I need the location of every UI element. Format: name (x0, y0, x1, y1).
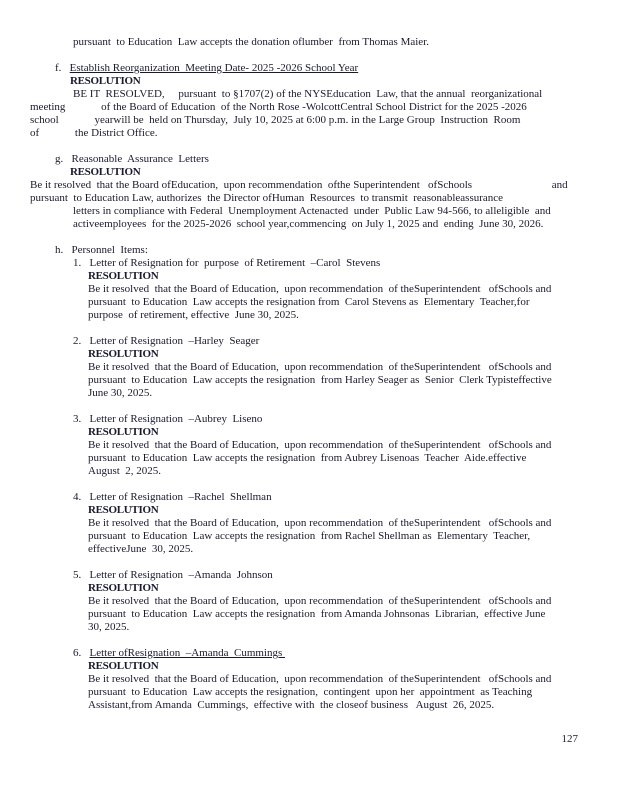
blank (30, 322, 592, 335)
blank (30, 49, 592, 62)
body: pursuant to Education Law, authorizes the Director ofHuman Resources to transmit reasonableassurance (30, 192, 504, 204)
body: pursuant to Education Law accepts the resignation from Carol Stevens as Elementary Teacher,for (88, 296, 530, 308)
blank (30, 634, 592, 647)
body: Be it resolved that the Board of Education, upon recommendation of theSuperintendent ofSchools and (88, 439, 552, 451)
resolution-label: RESOLUTION (70, 75, 141, 87)
body: pursuant to Education Law accepts the resignation from Amanda Johnsonas Librarian, effective June (88, 608, 546, 620)
blank (30, 556, 592, 569)
body: pursuant to Education Law accepts the resignation from Harley Seager as Senior Clerk Typisteffective (88, 374, 552, 386)
body: letters in compliance with Federal Unemployment Actenacted under Public Law 94-566, to alleligible and (73, 205, 551, 217)
section-heading: g. Reasonable Assurance Letters (55, 153, 209, 165)
resolution-label: RESOLUTION (88, 348, 159, 360)
body: purpose of retirement, effective June 30, 2025. (88, 309, 299, 321)
resolution-label: RESOLUTION (88, 582, 159, 594)
resolution-label: RESOLUTION (88, 504, 159, 516)
blank (30, 231, 592, 244)
body: 30, 2025. (88, 621, 130, 633)
body: meeting of the Board of Education of the North Rose -WolcottCentral School District for the 2025 -2026 (30, 101, 527, 113)
section-heading: h. Personnel Items: (55, 244, 148, 256)
resolution-label: RESOLUTION (88, 660, 159, 672)
body: Be it resolved that the Board of Education, upon recommendation of theSuperintendent ofSchools and (88, 595, 552, 607)
blank (30, 400, 592, 413)
item-heading: 1. Letter of Resignation for purpose of Retirement –Carol Stevens (73, 257, 381, 269)
body: school yearwill be held on Thursday, July 10, 2025 at 6:00 p.m. in the Large Group Instruction Room (30, 114, 521, 126)
body: August 2, 2025. (88, 465, 162, 477)
item-heading: 2. Letter of Resignation –Harley Seager (73, 335, 260, 347)
body: pursuant to Education Law accepts the resignation, contingent upon her appointment as Teaching (88, 686, 533, 698)
body: Be it resolved that the Board of Education, upon recommendation of theSuperintendent ofSchools and (88, 283, 552, 295)
item-heading: 3. Letter of Resignation –Aubrey Liseno (73, 413, 263, 425)
body: BE IT RESOLVED, pursuant to §1707(2) of the NYSEducation Law, that the annual reorganizational (73, 88, 543, 100)
blank (30, 140, 592, 153)
resolution-label: RESOLUTION (88, 426, 159, 438)
document-body (30, 36, 592, 712)
body: Be it resolved that the Board of Education, upon recommendation of theSuperintendent ofSchools and (88, 517, 552, 529)
page-number: 127 (561, 733, 578, 745)
body: Be it resolved that the Board ofEducation, upon recommendation ofthe Superintendent ofSchools and (30, 179, 568, 191)
body: pursuant to Education Law accepts the resignation from Aubrey Lisenoas Teacher Aide.effective (88, 452, 527, 464)
item-heading: 6. Letter ofResignation –Amanda Cummings (73, 647, 286, 659)
body: Be it resolved that the Board of Education, upon recommendation of theSuperintendent ofSchools and (88, 673, 552, 685)
body: Be it resolved that the Board of Education, upon recommendation of theSuperintendent ofSchools and (88, 361, 552, 373)
section-heading: f. Establish Reorganization Meeting Date- 2025 -2026 School Year (55, 62, 359, 74)
body: pursuant to Education Law accepts the donation oflumber from Thomas Maier. (73, 36, 429, 48)
body: Assistant,from Amanda Cummings, effective with the closeof business August 26, 2025. (88, 699, 495, 711)
body: effectiveJune 30, 2025. (88, 543, 194, 555)
blank (30, 478, 592, 491)
resolution-label: RESOLUTION (88, 270, 159, 282)
body: pursuant to Education Law accepts the resignation from Rachel Shellman as Elementary Teacher, (88, 530, 531, 542)
body: of the District Office. (30, 127, 158, 139)
body: activeemployees for the 2025-2026 school year,commencing on July 1, 2025 and ending June 30, 2026. (73, 218, 544, 230)
resolution-label: RESOLUTION (70, 166, 141, 178)
body: June 30, 2025. (88, 387, 153, 399)
item-heading: 5. Letter of Resignation –Amanda Johnson (73, 569, 273, 581)
item-heading: 4. Letter of Resignation –Rachel Shellman (73, 491, 272, 503)
